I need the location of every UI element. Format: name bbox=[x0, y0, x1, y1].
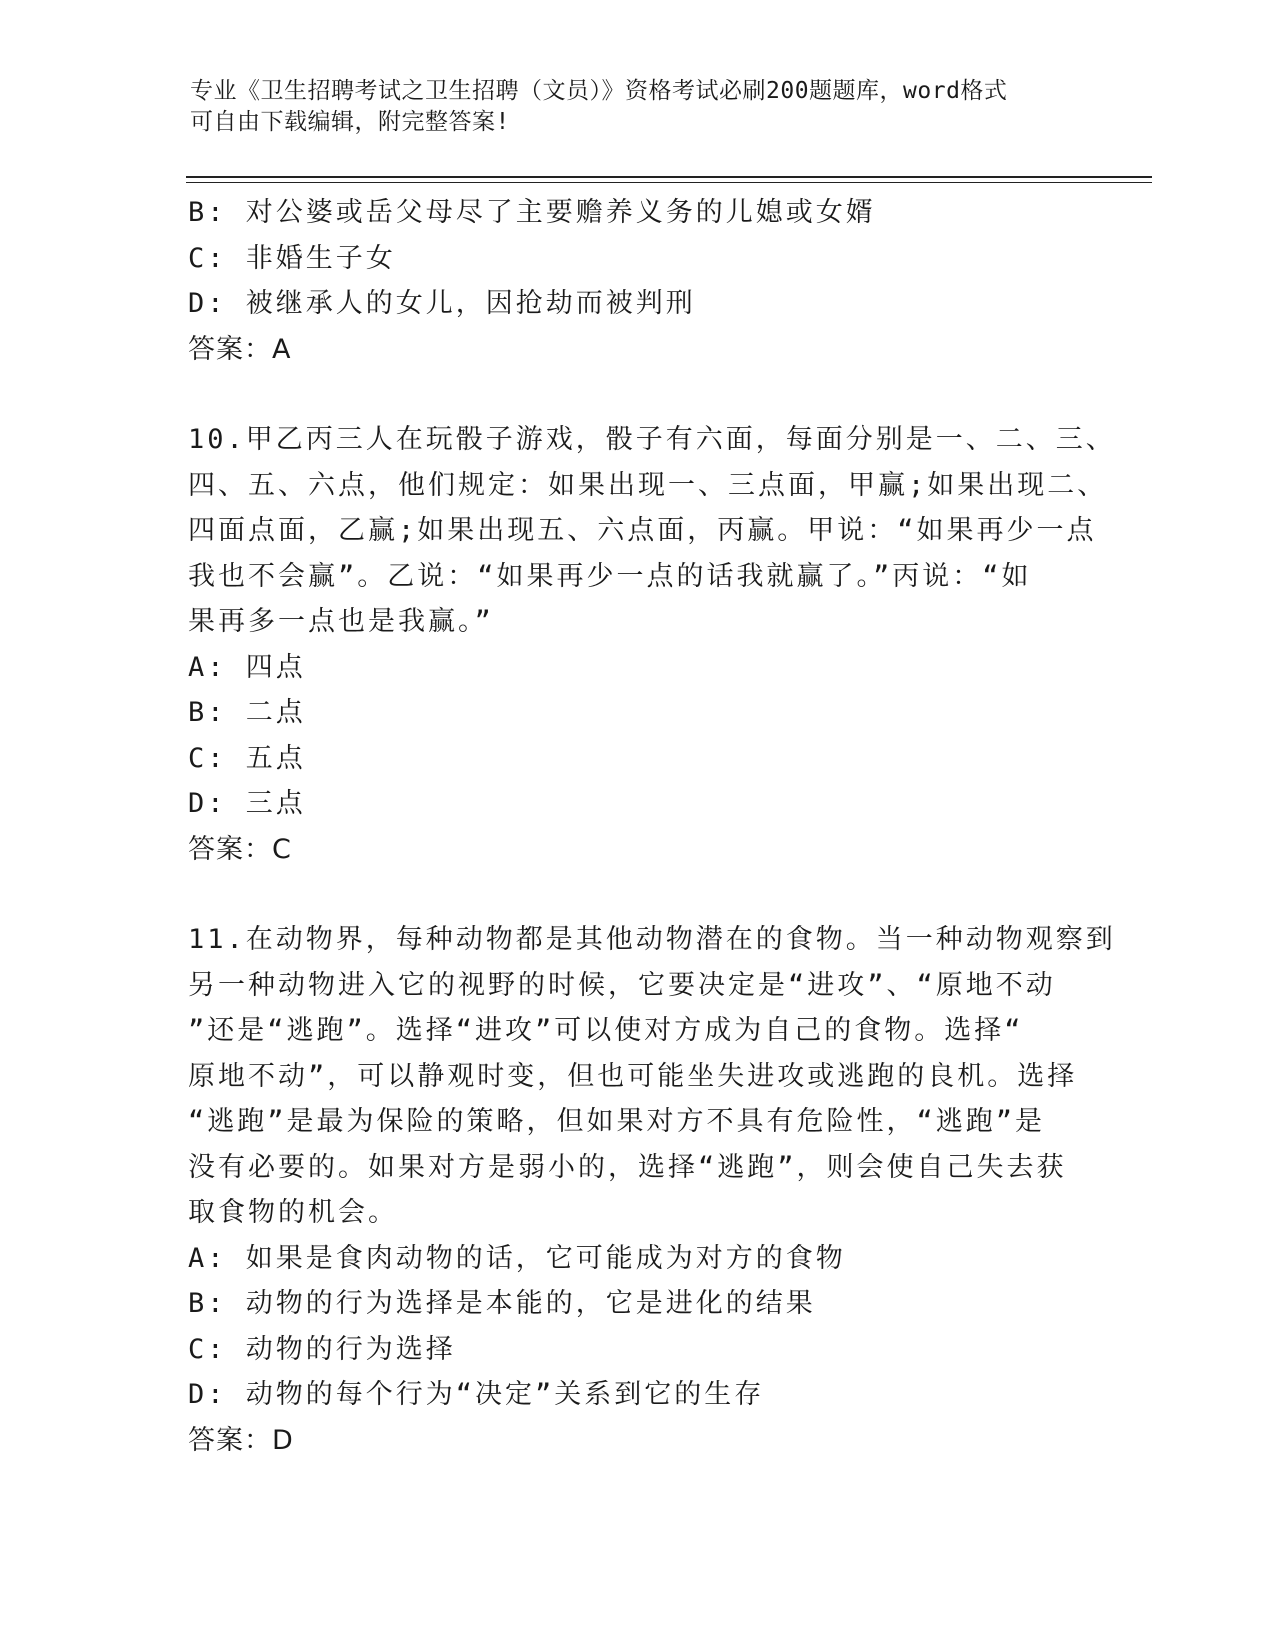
option-d: D: 三点 bbox=[188, 788, 306, 819]
question-previous bbox=[188, 190, 1088, 372]
question-text-line: 10.甲乙丙三人在玩骰子游戏，骰子有六面，每面分别是一、二、三、 bbox=[188, 424, 1116, 455]
answer: 答案：A bbox=[188, 333, 292, 365]
question-text-line: 11.在动物界，每种动物都是其他动物潜在的食物。当一种动物观察到 bbox=[188, 924, 1116, 955]
option-b: B: 对公婆或岳父母尽了主要赡养义务的儿媳或女婿 bbox=[188, 197, 876, 228]
question-11 bbox=[188, 917, 1116, 1463]
question-text-line: 没有必要的。如果对方是弱小的，选择“逃跑”，则会使自己失去获 bbox=[188, 1151, 1067, 1183]
option-d: D: 动物的每个行为“决定”关系到它的生存 bbox=[188, 1379, 765, 1410]
question-10 bbox=[188, 417, 1116, 872]
question-text-line: 四面点面，乙赢;如果出现五、六点面，丙赢。甲说：“如果再少一点 bbox=[188, 515, 1097, 546]
question-text-line: “逃跑”是最为保险的策略，但如果对方不具有危险性，“逃跑”是 bbox=[188, 1106, 1046, 1137]
option-b: B: 动物的行为选择是本能的，它是进化的结果 bbox=[188, 1288, 816, 1319]
document-body bbox=[188, 190, 1116, 1463]
document-header bbox=[190, 76, 1090, 138]
option-c: C: 五点 bbox=[188, 742, 306, 774]
option-b: B: 二点 bbox=[188, 697, 306, 728]
question-text-line: 我也不会赢”。乙说：“如果再少一点的话我就赢了。”丙说：“如 bbox=[188, 560, 1032, 592]
question-text-line: ”还是“逃跑”。选择“进攻”可以使对方成为自己的食物。选择“ bbox=[188, 1015, 1024, 1046]
option-c: C: 动物的行为选择 bbox=[188, 1333, 456, 1365]
option-a: A: 如果是食肉动物的话，它可能成为对方的食物 bbox=[188, 1242, 846, 1274]
answer: 答案：C bbox=[188, 833, 292, 865]
question-text-line: 另一种动物进入它的视野的时候，它要决定是“进攻”、“原地不动 bbox=[188, 969, 1056, 1001]
option-c: C: 非婚生子女 bbox=[188, 242, 396, 274]
question-text-line: 取食物的机会。 bbox=[188, 1197, 398, 1228]
option-a: A: 四点 bbox=[188, 651, 306, 683]
header-divider-thin bbox=[186, 182, 1152, 183]
question-text-line: 果再多一点也是我赢。” bbox=[188, 606, 494, 637]
header-line-2: 可自由下载编辑，附完整答案! bbox=[190, 109, 510, 135]
answer: 答案：D bbox=[188, 1424, 294, 1456]
question-text-line: 原地不动”，可以静观时变，但也可能坐失进攻或逃跑的良机。选择 bbox=[188, 1060, 1078, 1092]
header-divider-thick bbox=[186, 176, 1152, 178]
option-d: D: 被继承人的女儿，因抢劫而被判刑 bbox=[188, 288, 696, 319]
question-text-line: 四、五、六点，他们规定：如果出现一、三点面，甲赢;如果出现二、 bbox=[188, 469, 1108, 501]
header-line-1: 专业《卫生招聘考试之卫生招聘（文员）》资格考试必刷200题题库，word格式 bbox=[190, 78, 1008, 104]
